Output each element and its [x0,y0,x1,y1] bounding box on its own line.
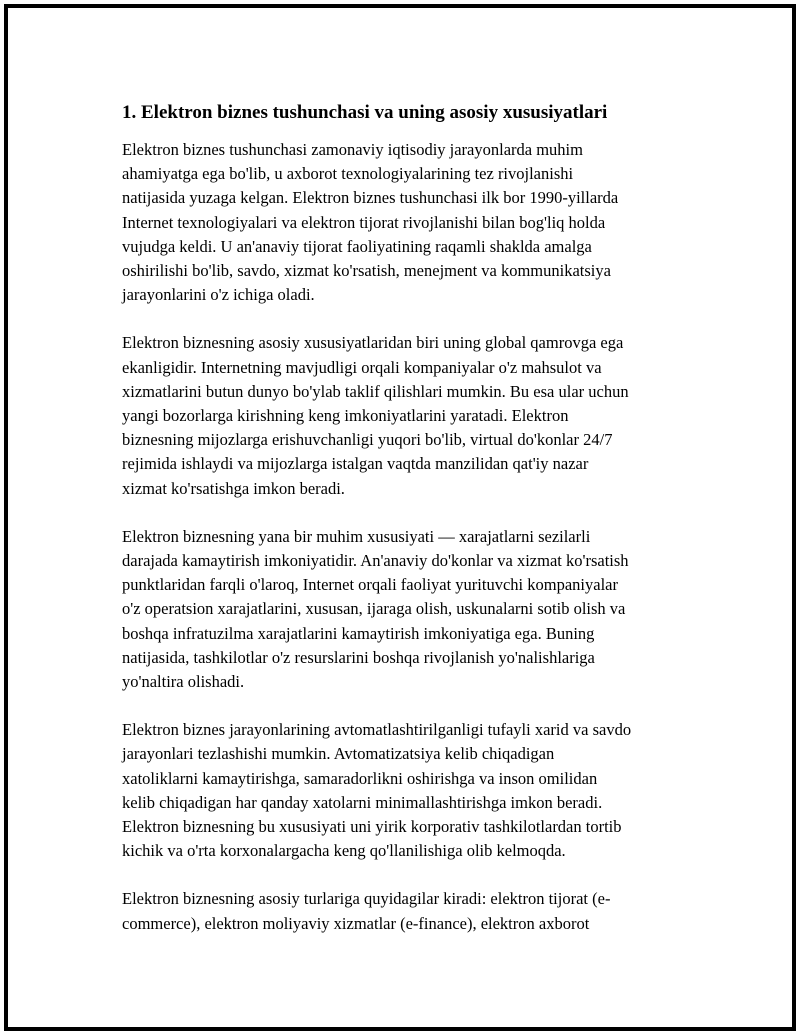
text-line: natijasida yuzaga kelgan. Elektron biznes tushunchasi ilk bor 1990-yillarda [122,188,619,208]
text-line: natijasida, tashkilotlar o'z resurslarini boshqa rivojlanish yo'nalishlariga [122,647,595,667]
text-line: ekanligidir. Internetning mavjudligi orqali kompaniyalar o'z mahsulot va [122,357,602,377]
text-line: xizmat ko'rsatishga imkon beradi. [122,478,345,498]
text-line: biznesning mijozlarga erishuvchanligi yuqori bo'lib, virtual do'konlar 24/7 [122,430,613,450]
text-line: Elektron biznesning asosiy turlariga quyidagilar kiradi: elektron tijorat (e- [122,889,611,909]
text-line: Elektron biznesning yana bir muhim xususiyati — xarajatlarni sezilarli [122,526,591,546]
text-line: kelib chiqadigan har qanday xatolarni minimallashtirishga imkon beradi. [122,792,603,812]
page-frame [4,4,796,1031]
text-line: xizmatlarini butun dunyo bo'ylab taklif qilishlari mumkin. Bu esa ular uchun [122,381,629,401]
paragraph-5 [122,887,712,935]
text-line: jarayonlari tezlashishi mumkin. Avtomatizatsiya kelib chiqadigan [122,744,555,764]
text-line: boshqa infratuzilma xarajatlarini kamaytirish imkoniyatiga ega. Buning [122,623,595,643]
text-line: xatoliklarni kamaytirishga, samaradorlikni oshirishga va inson omilidan [122,768,598,788]
document-body [122,100,712,960]
text-line: ahamiyatga ega bo'lib, u axborot texnologiyalarining tez rivojlanishi [122,164,574,184]
paragraph-2 [122,331,712,500]
text-line: rejimida ishlaydi va mijozlarga istalgan vaqtda manzilidan qat'iy nazar [122,454,589,474]
text-line: yangi bozorlarga kirishning keng imkoniyatlarini yaratadi. Elektron [122,406,569,426]
text-line: kichik va o'rta korxonalargacha keng qo'llanilishiga olib kelmoqda. [122,841,566,861]
text-line: commerce), elektron moliyaviy xizmatlar (e-finance), elektron axborot [122,913,590,933]
text-line: punktlaridan farqli o'laroq, Internet orqali faoliyat yurituvchi kompaniyalar [122,575,618,595]
text-line: vujudga keldi. U an'anaviy tijorat faoliyatining raqamli shaklda amalga [122,236,592,256]
text-line: yo'naltira olishadi. [122,672,245,692]
text-line: Elektron biznesning asosiy xususiyatlaridan biri uning global qamrovga ega [122,333,624,353]
paragraph-4 [122,718,712,863]
text-line: Internet texnologiyalari va elektron tijorat rivojlanishi bilan bog'liq holda [122,212,606,232]
text-line: o'z operatsion xarajatlarini, xususan, ijaraga olish, uskunalarni sotib olish va [122,599,626,619]
section-heading: 1. Elektron biznes tushunchasi va uning asosiy xususiyatlari [122,102,608,123]
text-line: jarayonlarini o'z ichiga oladi. [122,285,315,305]
text-line: Elektron biznesning bu xususiyati uni yirik korporativ tashkilotlardan tortib [122,817,622,837]
paragraph-3 [122,525,712,694]
paragraph-1 [122,138,712,307]
text-line: oshirilishi bo'lib, savdo, xizmat ko'rsatish, menejment va kommunikatsiya [122,261,611,281]
text-line: Elektron biznes tushunchasi zamonaviy iqtisodiy jarayonlarda muhim [122,140,583,159]
text-line: darajada kamaytirish imkoniyatidir. An'anaviy do'konlar va xizmat ko'rsatish [122,551,629,571]
text-line: Elektron biznes jarayonlarining avtomatlashtirilganligi tufayli xarid va savdo [122,720,632,740]
